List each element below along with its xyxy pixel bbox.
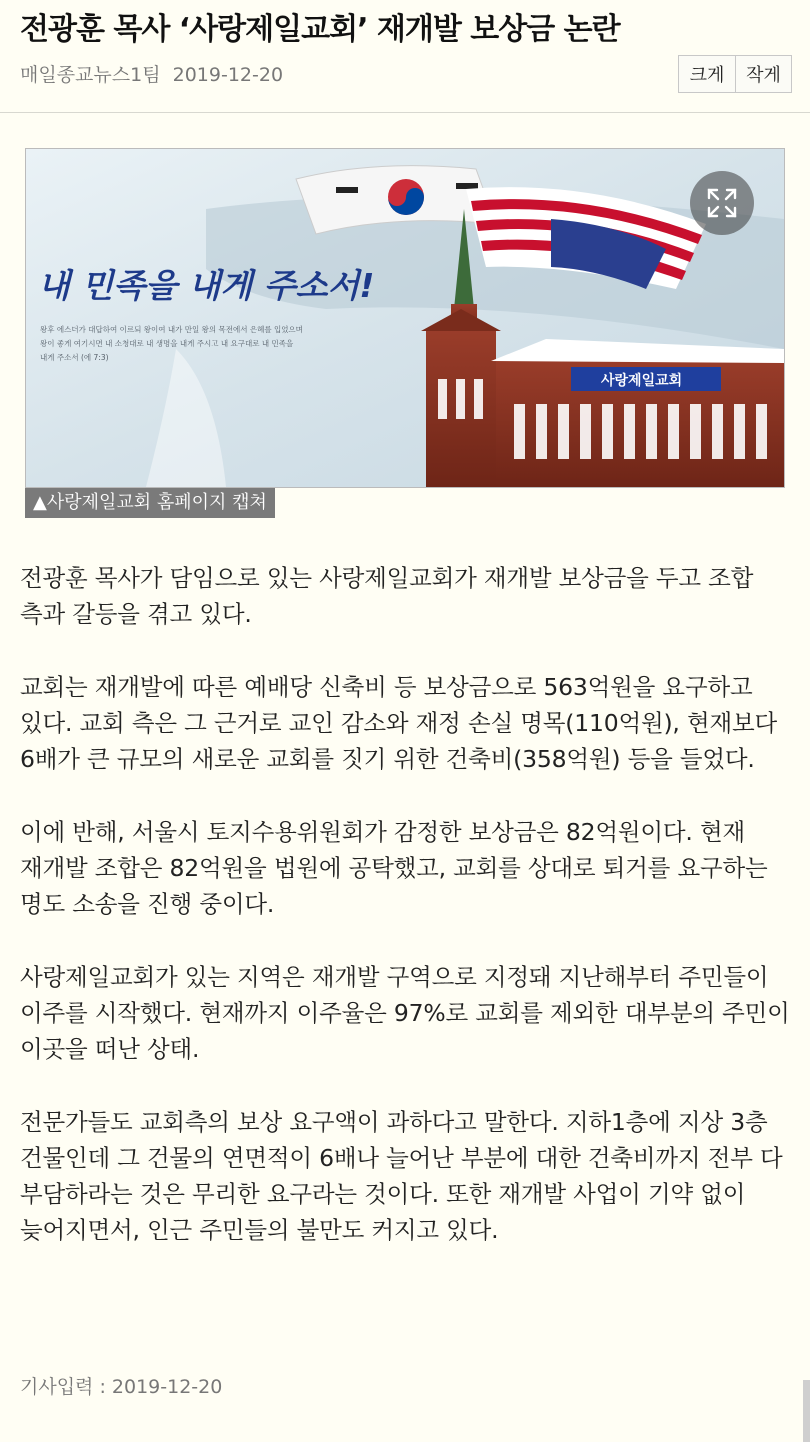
article-body bbox=[20, 560, 792, 1285]
church-homepage-capture bbox=[26, 149, 784, 487]
church-sign: 사랑제일교회 bbox=[601, 373, 683, 389]
image-caption: ▲사랑제일교회 홈페이지 캡쳐 bbox=[25, 488, 275, 518]
font-smaller-button[interactable]: 작게 bbox=[735, 56, 791, 92]
paragraph: 이에 반해, 서울시 토지수용위원회가 감정한 보상금은 82억원이다. 현재 재개발 조합은 82억원을 법원에 공탁했고, 교회를 상대로 퇴거를 요구하는 명도 소송을 진행 중이다. bbox=[20, 818, 768, 918]
paragraph: 전광훈 목사가 담임으로 있는 사랑제일교회가 재개발 보상금을 두고 조합 측과 갈등을 겪고 있다. bbox=[20, 564, 754, 628]
article-image[interactable] bbox=[25, 148, 785, 488]
paragraph: 사랑제일교회가 있는 지역은 재개발 구역으로 지정돼 지난해부터 주민들이 이주를 시작했다. 현재까지 이주율은 97%로 교회를 제외한 대부분의 주민이 이곳을 떠난 상태. bbox=[20, 963, 790, 1063]
article-title: 전광훈 목사 ‘사랑제일교회’ 재개발 보상금 논란 bbox=[20, 12, 620, 47]
verse-line-3: 내게 주소서 (에 7:3) bbox=[40, 353, 109, 362]
paragraph: 전문가들도 교회측의 보상 요구액이 과하다고 말한다. 지하1층에 지상 3층 건물인데 그 건물의 연면적이 6배나 늘어난 부분에 대한 건축비까지 전부 다 부담하라는 것은 무리한 요구라는 것이다. 또한 재개발 사업이 기약 없이 늦어지면서, 인근 주민들의 불만도 커지고 있다. bbox=[20, 1108, 783, 1244]
article-author: 매일종교뉴스1팀 bbox=[20, 64, 161, 86]
article-meta bbox=[20, 62, 289, 88]
verse-line-1: 왕후 에스더가 대답하여 이르되 왕이여 내가 만일 왕의 목전에서 은혜를 입었으며 bbox=[40, 325, 303, 334]
article-header bbox=[0, 0, 810, 113]
scrollbar[interactable] bbox=[803, 1380, 810, 1442]
expand-image-button[interactable] bbox=[690, 171, 754, 235]
expand-icon bbox=[705, 186, 739, 220]
font-larger-button[interactable]: 크게 bbox=[679, 56, 735, 92]
published-value: 2019-12-20 bbox=[111, 1376, 223, 1398]
font-size-controls bbox=[678, 55, 792, 93]
verse-line-2: 왕이 좋게 여기시면 내 소청대로 내 생명을 내게 주시고 내 요구대로 내 민족을 bbox=[40, 339, 294, 348]
banner-text: 내 민족을 내게 주소서! bbox=[38, 266, 375, 305]
paragraph: 교회는 재개발에 따른 예배당 신축비 등 보상금으로 563억원을 요구하고 있다. 교회 측은 그 근거로 교인 감소와 재정 손실 명목(110억원), 현재보다 6배가 큰 규모의 새로운 교회를 짓기 위한 건축비(358억원) 등을 들었다. bbox=[20, 673, 777, 773]
published-date bbox=[20, 1372, 222, 1399]
published-label: 기사입력 : bbox=[20, 1376, 112, 1398]
article-date: 2019-12-20 bbox=[172, 64, 284, 86]
